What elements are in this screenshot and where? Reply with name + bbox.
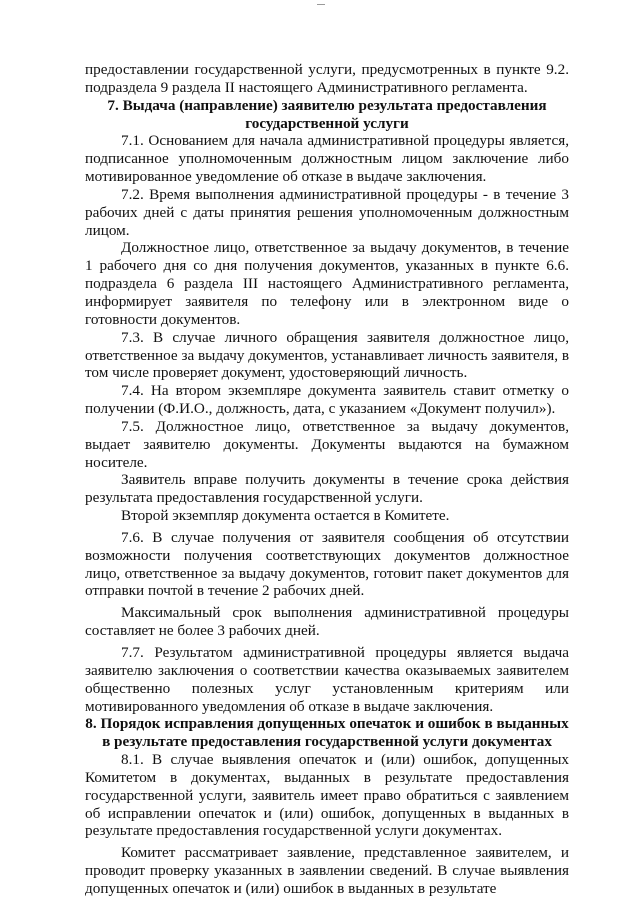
paragraph-7-7: 7.7. Результатом административной процедуры является выдача заявителю заключения о соответствии качества оказываемых заявителем общественно полезных услуг установленным критериям или мотивированного уведомления об отказе в выдаче заключения.	[85, 644, 569, 715]
paragraph-8-1-review: Комитет рассматривает заявление, представленное заявителем, и проводит проверку указанных в заявлении сведений. В случае выявления допущенных опечаток и (или) ошибок в выданных в результате	[85, 844, 569, 897]
paragraph-7-5: 7.5. Должностное лицо, ответственное за выдачу документов, выдает заявителю документы. Документы выдаются на бумажном носителе.	[85, 417, 569, 471]
paragraph-7-5-validity: Заявитель вправе получить документы в течение срока действия результата предоставления государственной услуги.	[85, 471, 569, 507]
section-heading-8: 8. Порядок исправления допущенных опечаток и ошибок в выданных в результате предоставления государственной услуги документах	[85, 715, 569, 751]
paragraph-7-3: 7.3. В случае личного обращения заявителя должностное лицо, ответственное за выдачу документов, устанавливает личность заявителя, в том числе проверяет документ, удостоверяющий личность.	[85, 328, 570, 382]
paragraph-7-2: 7.2. Время выполнения административной процедуры - в течение 3 рабочих дней с даты принятия решения уполномоченным должностным лицом.	[85, 185, 569, 239]
paragraph-7-4: 7.4. На втором экземпляре документа заявитель ставит отметку о получении (Ф.И.О., должность, дата, с указанием «Документ получил»).	[85, 382, 569, 418]
paragraph-7-2-official: Должностное лицо, ответственное за выдачу документов, в течение 1 рабочего дня со дня получения документов, указанных в пункте 6.6. подраздела 6 раздела III настоящего Административного регламента, информирует заявителя по телефону или в электронном виде о готовности документов.	[85, 239, 569, 328]
paragraph-7-6: 7.6. В случае получения от заявителя сообщения об отсутствии возможности получения соответствующих документов должностное лицо, ответственное за выдачу документов, готовит пакет документов для отправки почтой в течение 2 рабочих дней.	[85, 528, 569, 600]
paragraph-continuation: предоставлении государственной услуги, предусмотренных в пункте 9.2. подраздела 9 раздела II настоящего Административного регламента.	[85, 61, 569, 96]
scan-mark	[317, 4, 325, 5]
document-page	[85, 61, 569, 898]
paragraph-8-1: 8.1. В случае выявления опечаток и (или) ошибок, допущенных Комитетом в документах, выданных в результате предоставления государственной услуги, заявитель имеет право обратиться с заявлением об исправлении опечаток и (или) ошибок, допущенных в выданных в результате предоставления государственной услуги документах.	[85, 751, 569, 840]
paragraph-7-6-deadline: Максимальный срок выполнения административной процедуры составляет не более 3 рабочих дней.	[85, 604, 569, 640]
paragraph-7-5-copy: Второй экземпляр документа остается в Комитете.	[121, 507, 450, 525]
paragraph-7-1: 7.1. Основанием для начала административной процедуры является, подписанное уполномоченным должностным лицом заключение либо мотивированное уведомление об отказе в выдаче заключения.	[85, 132, 569, 186]
section-heading-7: 7. Выдача (направление) заявителю результата предоставления государственной услуги	[107, 96, 547, 132]
